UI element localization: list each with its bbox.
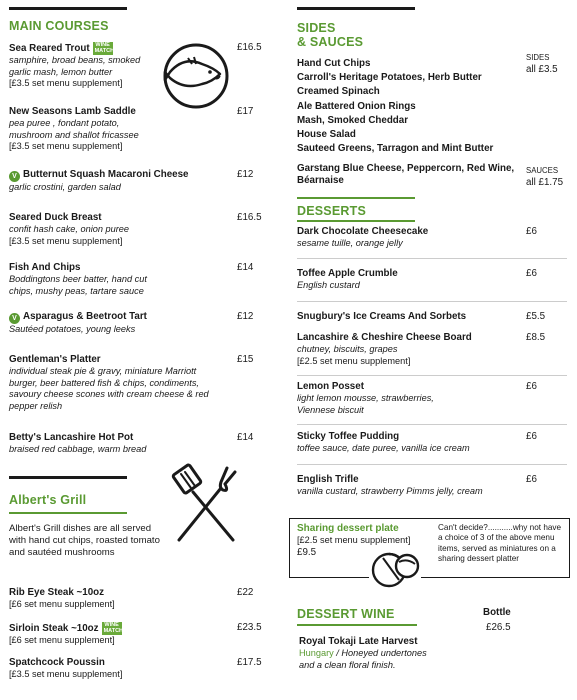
item-price: £17 xyxy=(237,106,254,117)
item-price: £14 xyxy=(237,262,254,273)
top-rule-left xyxy=(9,7,127,10)
item-description: Sautéed potatoes, young leeks xyxy=(9,324,136,334)
dessert-cheeseboard xyxy=(297,332,519,367)
grill-rule xyxy=(9,476,127,479)
menu-item-tart xyxy=(9,311,229,336)
item-description: light lemon mousse, strawberries, Viennese biscuit xyxy=(297,393,434,415)
menu-item-trout xyxy=(9,42,159,90)
item-supplement: [£3.5 set menu supplement] xyxy=(9,669,123,679)
wine-price: £26.5 xyxy=(486,622,511,633)
item-supplement: [£3.5 set menu supplement] xyxy=(9,235,123,246)
item-name: Butternut Squash Macaroni Cheese xyxy=(23,169,189,180)
desserts-title: DESSERTS xyxy=(297,204,366,218)
wine-desc-line2: and a clean floral finish. xyxy=(299,659,396,670)
item-name: Sticky Toffee Pudding xyxy=(297,431,400,442)
item-name: Lancashire & Cheshire Cheese Board xyxy=(297,332,472,343)
menu-item-poussin xyxy=(9,657,169,681)
side-item: Hand Cut Chips xyxy=(297,58,371,69)
dessert-trifle xyxy=(297,474,519,498)
item-price: £16.5 xyxy=(237,212,262,223)
wine-royal-tokaji xyxy=(299,636,469,671)
item-supplement: [£2.5 set menu supplement] xyxy=(297,355,411,366)
sharing-price: £9.5 xyxy=(297,546,317,558)
dessert-crumble xyxy=(297,268,512,292)
item-name: Seared Duck Breast xyxy=(9,212,102,223)
wine-match-badge: WINE MATCH xyxy=(103,622,124,634)
vegetarian-icon: V xyxy=(9,313,20,324)
item-name: Asparagus & Beetroot Tart xyxy=(23,311,147,322)
item-name: Snugbury's Ice Creams And Sorbets xyxy=(297,311,467,322)
item-name: Sirloin Steak ~10oz xyxy=(9,623,99,635)
grill-title: Albert's Grill xyxy=(9,493,87,507)
item-price: £6 xyxy=(526,226,537,237)
item-name: Spatchcock Poussin xyxy=(9,657,105,668)
item-name: Sea Reared Trout xyxy=(9,43,90,55)
menu-item-ribeye xyxy=(9,587,159,611)
fish-icon xyxy=(162,42,230,110)
sauces-price-block xyxy=(526,165,576,189)
menu-item-fish-chips xyxy=(9,262,169,297)
item-description: confit hash cake, onion puree xyxy=(9,224,130,234)
item-name: Toffee Apple Crumble xyxy=(297,268,398,279)
wine-description xyxy=(299,648,469,660)
item-name: Lemon Posset xyxy=(297,381,364,392)
dessert-sticky-toffee xyxy=(297,431,519,455)
item-description: garlic crostini, garden salad xyxy=(9,182,121,192)
side-item: Creamed Spinach xyxy=(297,86,380,98)
item-price: £6 xyxy=(526,431,537,442)
menu-item-hotpot xyxy=(9,432,209,456)
dessert-separator xyxy=(297,301,567,302)
sauces-list: Garstang Blue Cheese, Peppercorn, Red Wine, Béarnaise xyxy=(297,163,515,186)
item-supplement: [£6 set menu supplement] xyxy=(9,635,115,646)
item-description: chutney, biscuits, grapes xyxy=(297,344,398,354)
item-description: braised red cabbage, warm bread xyxy=(9,444,147,454)
item-name: New Seasons Lamb Saddle xyxy=(9,106,136,117)
item-name: Rib Eye Steak ~10oz xyxy=(9,587,105,598)
side-item: Ale Battered Onion Rings xyxy=(297,100,416,112)
wine-name: Royal Tokaji Late Harvest xyxy=(299,636,418,647)
dessert-wine-title: DESSERT WINE xyxy=(297,607,395,621)
grill-intro: Albert's Grill dishes are all served with hand cut chips, roasted tomato and sautéed mushrooms xyxy=(9,523,160,558)
side-item: Carroll's Heritage Potatoes, Herb Butter xyxy=(297,72,482,84)
dessert-wine-rule xyxy=(297,624,417,626)
sides-price: all £3.5 xyxy=(526,64,558,75)
sharing-note: Can't decide?...........why not have a choice of 3 of the above menu items, served as miniatures on a sharing dessert platter xyxy=(438,523,562,564)
desserts-rule-bottom xyxy=(297,220,415,222)
item-price: £6 xyxy=(526,268,537,279)
sharing-supplement: [£2.5 set menu supplement] xyxy=(297,535,411,545)
dessert-separator xyxy=(297,375,567,376)
vegetarian-icon: V xyxy=(9,171,20,182)
dessert-icecream xyxy=(297,311,517,323)
wine-match-badge: WINE MATCH xyxy=(94,42,115,54)
item-supplement: [£3.5 set menu supplement] xyxy=(9,141,123,151)
menu-item-lamb xyxy=(9,106,161,153)
dessert-cheesecake xyxy=(297,226,512,250)
item-name: Betty's Lancashire Hot Pot xyxy=(9,432,134,443)
item-supplement: [£3.5 set menu supplement] xyxy=(9,78,123,89)
dessert-separator xyxy=(297,464,567,465)
item-description: Boddingtons beer batter, hand cut chips, mushy peas, tartare sauce xyxy=(9,274,147,296)
item-description: pea puree , fondant potato, mushroom and shallot fricassee xyxy=(9,118,139,140)
dessert-separator xyxy=(297,424,567,425)
menu-item-macaroni xyxy=(9,169,234,194)
sides-title-line2: & SAUCES xyxy=(297,35,364,49)
sides-label: SIDES xyxy=(526,53,550,62)
menu-item-platter xyxy=(9,354,219,412)
item-price: £17.5 xyxy=(237,657,262,668)
item-supplement: [£6 set menu supplement] xyxy=(9,599,115,609)
item-price: £15 xyxy=(237,354,254,365)
sides-price-block xyxy=(526,52,576,76)
item-description: vanilla custard, strawberry Pimms jelly, cream xyxy=(297,486,483,496)
main-courses-title: MAIN COURSES xyxy=(9,19,109,33)
item-description: samphire, broad beans, smoked garlic mash, lemon butter xyxy=(9,55,141,77)
item-name: Dark Chocolate Cheesecake xyxy=(297,226,429,237)
item-price: £8.5 xyxy=(526,332,546,343)
sharing-title: Sharing dessert plate xyxy=(297,523,399,534)
sides-list xyxy=(297,57,522,156)
dessert-posset xyxy=(297,381,457,416)
item-price: £16.5 xyxy=(237,42,262,53)
item-description: toffee sauce, date puree, vanilla ice cream xyxy=(297,443,470,453)
item-description: English custard xyxy=(297,280,360,290)
item-price: £6 xyxy=(526,381,537,392)
side-item: Mash, Smoked Cheddar xyxy=(297,114,409,126)
grill-divider xyxy=(9,512,127,514)
grill-tools-icon xyxy=(163,462,247,546)
dessert-icon xyxy=(369,548,421,588)
menu-item-duck xyxy=(9,212,209,247)
item-price: £23.5 xyxy=(237,622,262,633)
item-description: individual steak pie & gravy, miniature Marriott burger, beer battered fish & chips, condiments, savoury cheese scones with cream cheese & red pepper relish xyxy=(9,366,209,411)
side-item: Sauteed Greens, Tarragon and Mint Butter xyxy=(297,143,494,155)
wine-desc-line1: / Honeyed undertones xyxy=(333,648,427,658)
desserts-rule-top xyxy=(297,197,415,199)
item-price: £22 xyxy=(237,587,254,598)
item-price: £6 xyxy=(526,474,537,485)
sauces-label: SAUCES xyxy=(526,166,559,175)
side-item: House Salad xyxy=(297,129,356,141)
item-price: £5.5 xyxy=(526,311,546,322)
item-name: Fish And Chips xyxy=(9,262,81,273)
top-rule-right xyxy=(297,7,415,10)
wine-country: Hungary xyxy=(299,648,334,658)
dessert-separator xyxy=(297,258,567,259)
item-name: English Trifle xyxy=(297,474,359,485)
sauces-price: all £1.75 xyxy=(526,177,564,188)
sides-title-line1: SIDES xyxy=(297,21,336,35)
item-price: £12 xyxy=(237,311,254,322)
bottle-label: Bottle xyxy=(483,607,511,618)
item-price: £14 xyxy=(237,432,254,443)
item-name: Gentleman's Platter xyxy=(9,354,101,365)
item-price: £12 xyxy=(237,169,254,180)
menu-item-sirloin xyxy=(9,622,169,647)
sides-title xyxy=(297,21,363,49)
item-description: sesame tuille, orange jelly xyxy=(297,238,403,248)
